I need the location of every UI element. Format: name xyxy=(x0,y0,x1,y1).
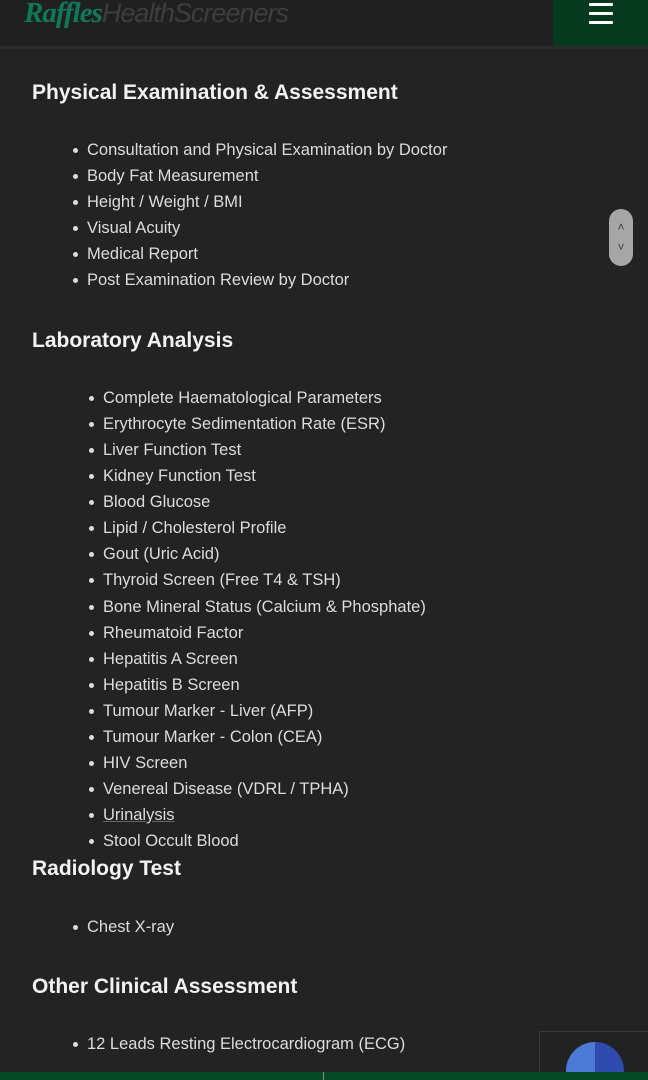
physical-list xyxy=(72,137,447,293)
section-title-other: Other Clinical Assessment xyxy=(32,975,298,998)
section-title-physical: Physical Examination & Assessment xyxy=(32,81,398,104)
chevron-down-icon[interactable]: ˅ xyxy=(617,240,625,254)
list-item: Post Examination Review by Doctor xyxy=(72,267,447,293)
list-item: Body Fat Measurement xyxy=(72,163,447,189)
list-item: Erythrocyte Sedimentation Rate (ESR) xyxy=(88,411,426,437)
list-item: Lipid / Cholesterol Profile xyxy=(88,515,426,541)
list-item: HIV Screen xyxy=(88,750,426,776)
site-header xyxy=(0,0,648,49)
list-item: Tumour Marker - Colon (CEA) xyxy=(88,724,426,750)
list-item: Rheumatoid Factor xyxy=(88,620,426,646)
other-list xyxy=(72,1031,405,1057)
list-item: Chest X-ray xyxy=(72,914,174,940)
list-item: Medical Report xyxy=(72,241,447,267)
list-item: Gout (Uric Acid) xyxy=(88,541,426,567)
section-title-laboratory: Laboratory Analysis xyxy=(32,329,234,352)
divider xyxy=(323,1072,324,1080)
scroll-widget[interactable] xyxy=(609,209,633,266)
recaptcha-badge[interactable] xyxy=(539,1031,648,1077)
chevron-up-icon[interactable]: ˄ xyxy=(617,220,625,234)
list-item: Hepatitis A Screen xyxy=(88,646,426,672)
list-item: Visual Acuity xyxy=(72,215,447,241)
list-item: Hepatitis B Screen xyxy=(88,672,426,698)
list-item: Liver Function Test xyxy=(88,437,426,463)
laboratory-list xyxy=(88,385,426,854)
list-item: 12 Leads Resting Electrocardiogram (ECG) xyxy=(72,1031,405,1057)
list-item: Stool Occult Blood xyxy=(88,828,426,854)
list-item: Complete Haematological Parameters xyxy=(88,385,426,411)
list-item: Thyroid Screen (Free T4 & TSH) xyxy=(88,567,426,593)
list-item xyxy=(88,802,426,828)
urinalysis-link[interactable]: Urinalysis xyxy=(103,806,175,824)
bottom-bar[interactable] xyxy=(0,1072,648,1080)
radiology-list xyxy=(72,914,174,940)
logo[interactable]: RafflesHealthScreeners xyxy=(24,0,288,29)
list-item: Tumour Marker - Liver (AFP) xyxy=(88,698,426,724)
list-item: Venereal Disease (VDRL / TPHA) xyxy=(88,776,426,802)
list-item: Blood Glucose xyxy=(88,489,426,515)
menu-button[interactable] xyxy=(553,0,648,46)
list-item: Consultation and Physical Examination by Doctor xyxy=(72,137,447,163)
list-item: Kidney Function Test xyxy=(88,463,426,489)
section-title-radiology: Radiology Test xyxy=(32,857,181,880)
list-item: Height / Weight / BMI xyxy=(72,189,447,215)
list-item: Bone Mineral Status (Calcium & Phosphate) xyxy=(88,594,426,620)
